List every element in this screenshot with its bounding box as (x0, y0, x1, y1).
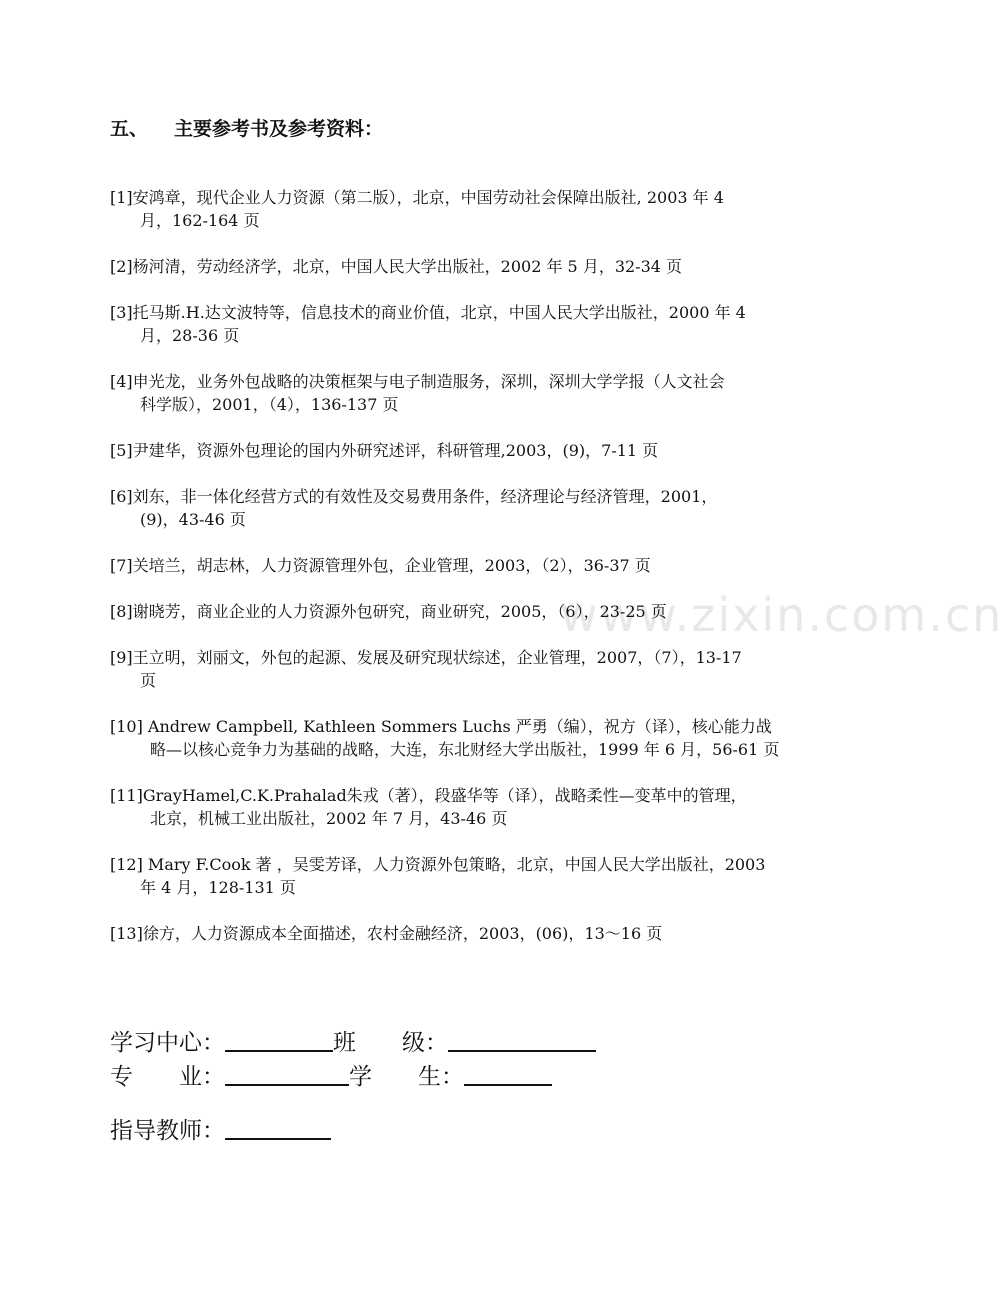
study-center-label: 学习中心： (110, 1030, 225, 1056)
study-center-field[interactable] (225, 1026, 333, 1052)
class-field[interactable] (448, 1026, 596, 1052)
reference-text: [9]王立明，刘丽文，外包的起源、发展及研究现状综述，企业管理，2007，（7），13-17 (110, 648, 742, 667)
student-info-form (110, 1026, 596, 1148)
reference-text: [12] Mary F.Cook 著 ，吴雯芳译，人力资源外包策略，北京，中国人民大学出版社，2003 (110, 855, 766, 874)
reference-item (110, 301, 855, 347)
form-row-major-student (110, 1060, 596, 1094)
reference-list (110, 186, 855, 968)
reference-text: [13]徐方，人力资源成本全面描述，农村金融经济，2003，(06)，13～16 页 (110, 924, 663, 943)
reference-item (110, 646, 855, 692)
reference-item (110, 600, 855, 623)
reference-item (110, 485, 855, 531)
section-title: 主要参考书及参考资料： (174, 118, 384, 140)
watermark: www.zixin.com.cn (560, 588, 1003, 642)
reference-text: [3]托马斯.H.达文波特等，信息技术的商业价值，北京，中国人民大学出版社，2000 年 4 (110, 303, 746, 322)
reference-item (110, 853, 855, 899)
reference-item (110, 554, 855, 577)
reference-continuation: 科学版），2001，（4），136-137 页 (140, 395, 399, 414)
reference-text: [11]GrayHamel,C.K.Prahalad朱戎（著），段盛华等（译），战略柔性—变革中的管理， (110, 786, 747, 805)
reference-item (110, 186, 855, 232)
major-label: 专 业： (110, 1064, 225, 1090)
reference-item (110, 439, 855, 462)
section-heading (110, 114, 383, 141)
reference-text: [4]申光龙，业务外包战略的决策框架与电子制造服务，深圳，深圳大学学报（人文社会 (110, 372, 725, 391)
reference-item (110, 370, 855, 416)
reference-continuation: 北京，机械工业出版社，2002 年 7 月，43-46 页 (150, 809, 508, 828)
class-label: 班 级： (333, 1030, 448, 1056)
form-row-advisor (110, 1114, 596, 1148)
reference-continuation: (9)，43-46 页 (140, 510, 246, 529)
reference-text: [2]杨河清，劳动经济学，北京，中国人民大学出版社，2002 年 5 月，32-34 页 (110, 257, 683, 276)
reference-text: [1]安鸿章，现代企业人力资源（第二版），北京，中国劳动社会保障出版社, 2003 年 4 (110, 188, 724, 207)
form-row-center-class (110, 1026, 596, 1060)
student-field[interactable] (464, 1060, 552, 1086)
reference-item (110, 255, 855, 278)
reference-continuation: 月，28-36 页 (140, 326, 240, 345)
advisor-field[interactable] (225, 1114, 331, 1140)
reference-continuation: 月，162-164 页 (140, 211, 260, 230)
reference-text: [5]尹建华，资源外包理论的国内外研究述评，科研管理,2003，(9)，7-11 页 (110, 441, 659, 460)
reference-continuation: 页 (140, 671, 157, 690)
reference-text: [6]刘东，非一体化经营方式的有效性及交易费用条件，经济理论与经济管理，2001， (110, 487, 718, 506)
student-label: 学 生： (349, 1064, 464, 1090)
reference-text: [10] Andrew Campbell, Kathleen Sommers Luchs 严勇（编），祝方（译），核心能力战 (110, 717, 772, 736)
reference-text: [8]谢晓芳，商业企业的人力资源外包研究，商业研究，2005，（6），23-25 页 (110, 602, 667, 621)
reference-item (110, 715, 855, 761)
reference-continuation: 略—以核心竞争力为基础的战略，大连，东北财经大学出版社，1999 年 6 月，56-61 页 (150, 740, 780, 759)
reference-item (110, 784, 855, 830)
reference-text: [7]关培兰，胡志林，人力资源管理外包，企业管理，2003，（2），36-37 页 (110, 556, 651, 575)
reference-item (110, 922, 855, 945)
reference-continuation: 年 4 月，128-131 页 (140, 878, 296, 897)
major-field[interactable] (225, 1060, 349, 1086)
advisor-label: 指导教师： (110, 1118, 225, 1144)
section-number: 五、 (110, 118, 149, 140)
